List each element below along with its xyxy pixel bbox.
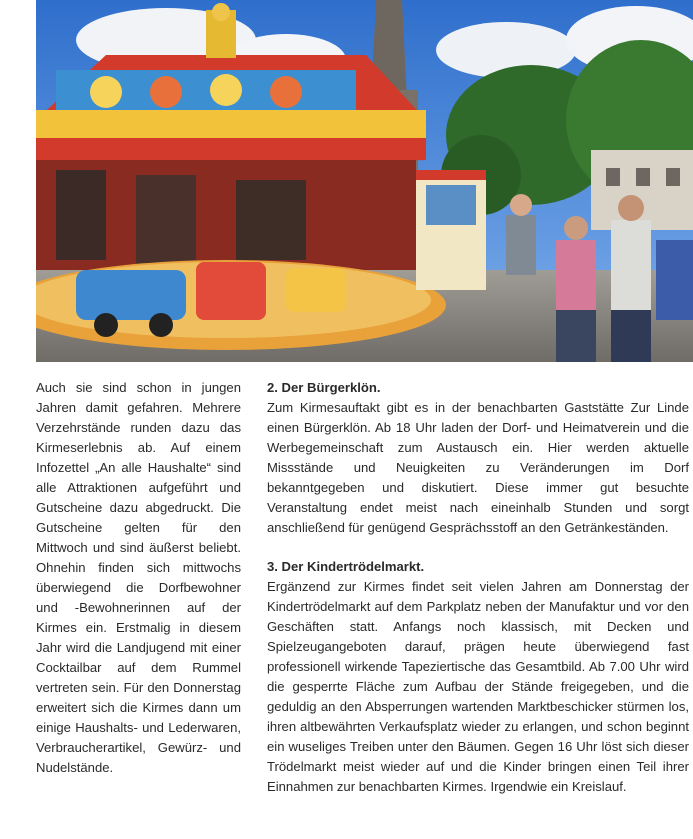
carousel-photo [36, 0, 693, 362]
right-column [267, 378, 689, 797]
section-heading-kindertroedelmarkt: 3. Der Kindertrödelmarkt. [267, 559, 425, 574]
section-body-buergerkloen: Zum Kirmesauftakt gibt es in der benachbarten Gaststätte Zur Linde einen Bürgerklön. Ab 18 Uhr laden der Dorf- und Heimatverein und die Werbegemeinschaft zum Austausch ein. Hier werden aktuelle Missstände und Neuigkeiten zu Veränderungen im Dorf bekanntgegeben und diskutiert. Diese immer gut besuchte Veranstaltung endet meist nach eineinhalb Stunden und sorgt anschließend für genügend Gesprächsstoff an den Getränkeständen. [267, 400, 689, 535]
section-body-kindertroedelmarkt: Ergänzend zur Kirmes findet seit vielen Jahren am Donnerstag der Kindertrödelmarkt auf dem Parkplatz neben der Manufaktur und vor den Geschäften statt. Anfangs noch klassisch, mit Decken und Spielzeugangeboten darauf, prägen heute überwiegend fast professionell wirkende Tapeziertische das Gesamtbild. Ab 7.00 Uhr wird die gesperrte Fläche zum Aufbau der Stände freigegeben, und die geduldig an den Absperrungen wartenden Marktbeschicker stürmen los, ihren altbewährten Verkaufsplatz wieder zu erlangen, und schon beginnt ein wuseliges Treiben unter den Bäumen. Gegen 16 Uhr löst sich dieser Trödelmarkt meist wieder auf und die Kinder bringen einen Teil ihrer Einnahmen zur benachbarten Kirmes. Irgendwie ein Kreislauf. [267, 579, 689, 794]
left-column [36, 378, 241, 778]
section-heading-buergerkloen: 2. Der Bürgerklön. [267, 380, 381, 395]
section-spacer [267, 538, 689, 557]
left-column-text: Auch sie sind schon in jungen Jahren damit gefahren. Mehrere Verzehrstände runden dazu das Kirmeserlebnis ab. Auf einem Infozettel „An alle Haushalte“ sind alle Attraktionen aufgeführt und Gutscheine dazu abgedruckt. Die Gutscheine gelten für den Mittwoch und sind äußerst beliebt. Ohnehin finden sich mittwochs überwiegend die Dorfbewohner und -Bewohnerinnen auf der Kirmes ein. Erstmalig in diesem Jahr wird die Landjugend mit einer Cocktailbar auf dem Rummel vertreten sein. Für den Donnerstag erweitert sich die Kirmes dann um einige Haushalts- und Lederwaren, Verbraucherartikel, Gewürz- und Nudelstände. [36, 380, 241, 775]
